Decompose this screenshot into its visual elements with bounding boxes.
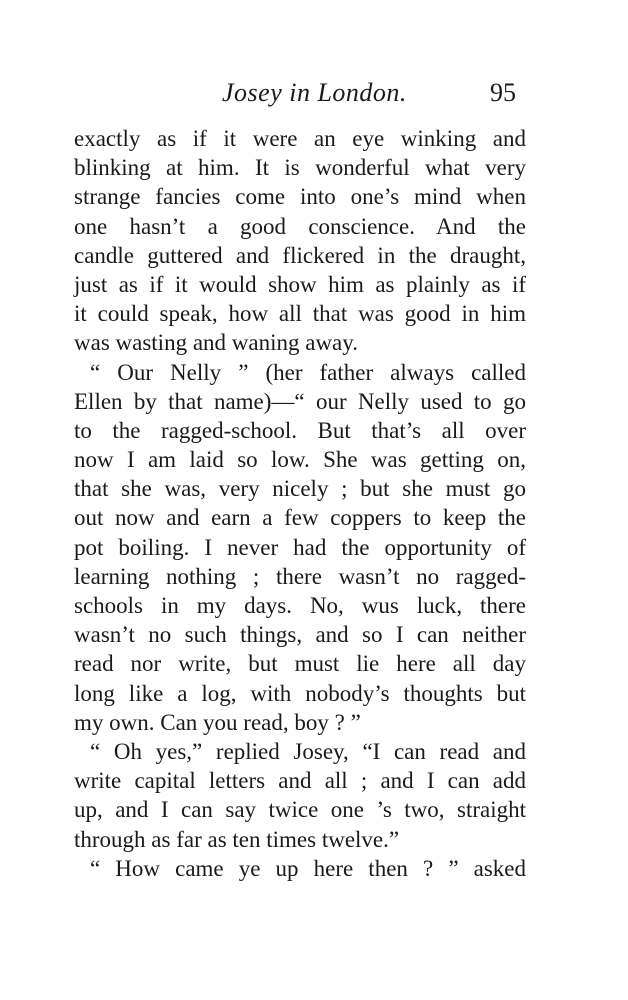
text-line: that she was, very nicely ; but she must go: [74, 476, 526, 502]
text-line: wasn’t no such things, and so I can neither: [74, 622, 526, 648]
text-line: blinking at him. It is wonderful what very: [74, 155, 526, 181]
text-line: learning nothing ; there wasn’t no ragged-: [74, 563, 526, 589]
text-line: my own. Can you read, boy ? ”: [74, 709, 361, 735]
text-line: was wasting and waning away.: [74, 330, 359, 356]
page-number: 95: [490, 78, 516, 107]
text-line: to the ragged-school. But that’s all over: [74, 417, 526, 443]
text-line: “ Oh yes,” replied Josey, “I can read and: [90, 738, 526, 764]
text-line: schools in my days. No, wus luck, there: [74, 593, 526, 618]
text-line: through as far as ten times twelve.”: [74, 826, 400, 852]
text-line: write capital letters and all ; and I can add: [74, 768, 526, 794]
running-title: Josey in London.: [222, 78, 407, 107]
text-line: “ Our Nelly ” (her father always called: [90, 359, 526, 385]
text-line: now I am laid so low. She was getting on,: [74, 447, 526, 473]
body-text: [74, 124, 526, 883]
text-line: up, and I can say twice one ’s two, straight: [74, 797, 526, 823]
text-line: it could speak, how all that was good in him: [74, 301, 526, 327]
text-line: pot boiling. I never had the opportunity of: [74, 534, 526, 560]
text-line: candle guttered and flickered in the draught,: [74, 242, 526, 268]
text-line: “ How came ye up here then ? ” asked: [90, 855, 526, 881]
text-line: long like a log, with nobody’s thoughts but: [74, 680, 526, 706]
text-line: exactly as if it were an eye winking and: [74, 126, 526, 151]
text-line: strange fancies come into one’s mind when: [74, 184, 526, 210]
page-header: [0, 78, 628, 118]
text-line: out now and earn a few coppers to keep the: [74, 505, 526, 531]
text-line: read nor write, but must lie here all day: [74, 651, 526, 677]
text-line: one hasn’t a good conscience. And the: [74, 213, 526, 239]
text-line: Ellen by that name)—“ our Nelly used to go: [74, 388, 526, 414]
text-line: just as if it would show him as plainly as if: [74, 271, 526, 297]
